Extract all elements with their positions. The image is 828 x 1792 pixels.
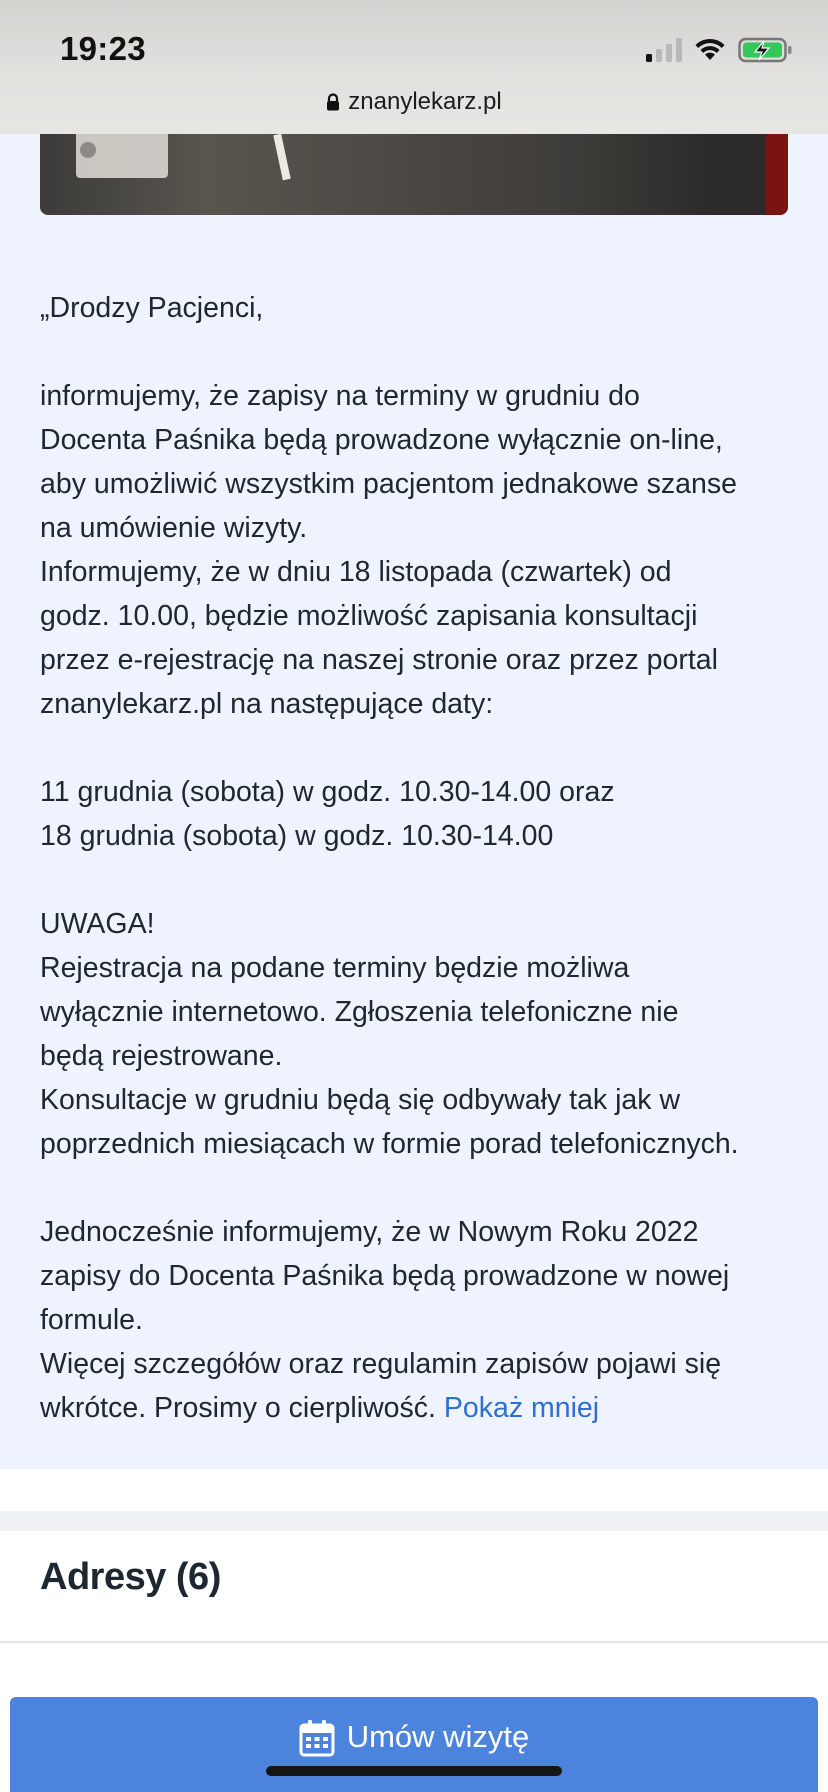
notice-line: poprzednich miesiącach w formie porad telefonicznych. — [40, 1128, 739, 1160]
notice-line: Jednocześnie informujemy, że w Nowym Roku 2022 — [40, 1216, 699, 1248]
notice-line: UWAGA! — [40, 908, 155, 940]
url-bar[interactable] — [0, 88, 828, 116]
notice-line: aby umożliwić wszystkim pacjentom jednakowe szanse — [40, 468, 737, 500]
status-icons — [646, 36, 794, 64]
section-separator — [0, 1511, 828, 1531]
notice-line — [40, 858, 800, 902]
calendar-icon — [299, 1719, 335, 1757]
home-indicator[interactable] — [266, 1766, 562, 1776]
addresses-divider — [0, 1641, 828, 1643]
notice-line: godz. 10.00, będzie możliwość zapisania konsultacji — [40, 600, 698, 632]
notice-text — [40, 286, 800, 1430]
notice-line: Więcej szczegółów oraz regulamin zapisów pojawi się — [40, 1348, 722, 1380]
status-bar — [0, 0, 828, 134]
notice-line: będą rejestrowane. — [40, 1040, 283, 1072]
notice-line — [40, 330, 800, 374]
addresses-heading[interactable]: Adresy (6) — [40, 1556, 221, 1598]
show-less-link[interactable]: Pokaż mniej — [443, 1392, 600, 1424]
notice-line: Rejestracja na podane terminy będzie możliwa — [40, 952, 630, 984]
office-photo — [40, 134, 788, 215]
url-text: znanylekarz.pl — [348, 88, 502, 115]
cellular-signal-icon — [646, 38, 682, 62]
notice-line: zapisy do Docenta Paśnika będą prowadzone w nowej — [40, 1260, 730, 1292]
notice-line: znanylekarz.pl na następujące daty: — [40, 688, 494, 720]
notice-line: na umówienie wizyty. — [40, 512, 308, 544]
notice-line: formule. — [40, 1304, 143, 1336]
notice-line: 11 grudnia (sobota) w godz. 10.30-14.00 oraz — [40, 776, 615, 808]
notice-line: „Drodzy Pacjenci, — [40, 292, 264, 324]
notice-line: Informujemy, że w dniu 18 listopada (czwartek) od — [40, 556, 672, 588]
section-divider — [0, 1469, 828, 1511]
notice-line: Docenta Paśnika będą prowadzone wyłącznie on-line, — [40, 424, 723, 456]
lock-icon — [326, 93, 340, 111]
notice-line: przez e-rejestrację na naszej stronie oraz przez portal — [40, 644, 718, 676]
wifi-icon — [694, 38, 726, 62]
notice-line — [40, 1166, 800, 1210]
notice-line — [40, 726, 800, 770]
book-appointment-button[interactable] — [10, 1697, 818, 1792]
battery-charging-icon — [738, 36, 794, 64]
notice-line: 18 grudnia (sobota) w godz. 10.30-14.00 — [40, 820, 554, 852]
notice-last-line — [40, 1386, 800, 1430]
clock: 19:23 — [60, 30, 146, 67]
notice-line: wyłącznie internetowo. Zgłoszenia telefoniczne nie — [40, 996, 679, 1028]
notice-line: Konsultacje w grudniu będą się odbywały tak jak w — [40, 1084, 681, 1116]
notice-line: wkrótce. Prosimy o cierpliwość. — [40, 1392, 436, 1424]
book-appointment-label: Umów wizytę — [346, 1719, 530, 1754]
notice-line: informujemy, że zapisy na terminy w grudniu do — [40, 380, 640, 412]
